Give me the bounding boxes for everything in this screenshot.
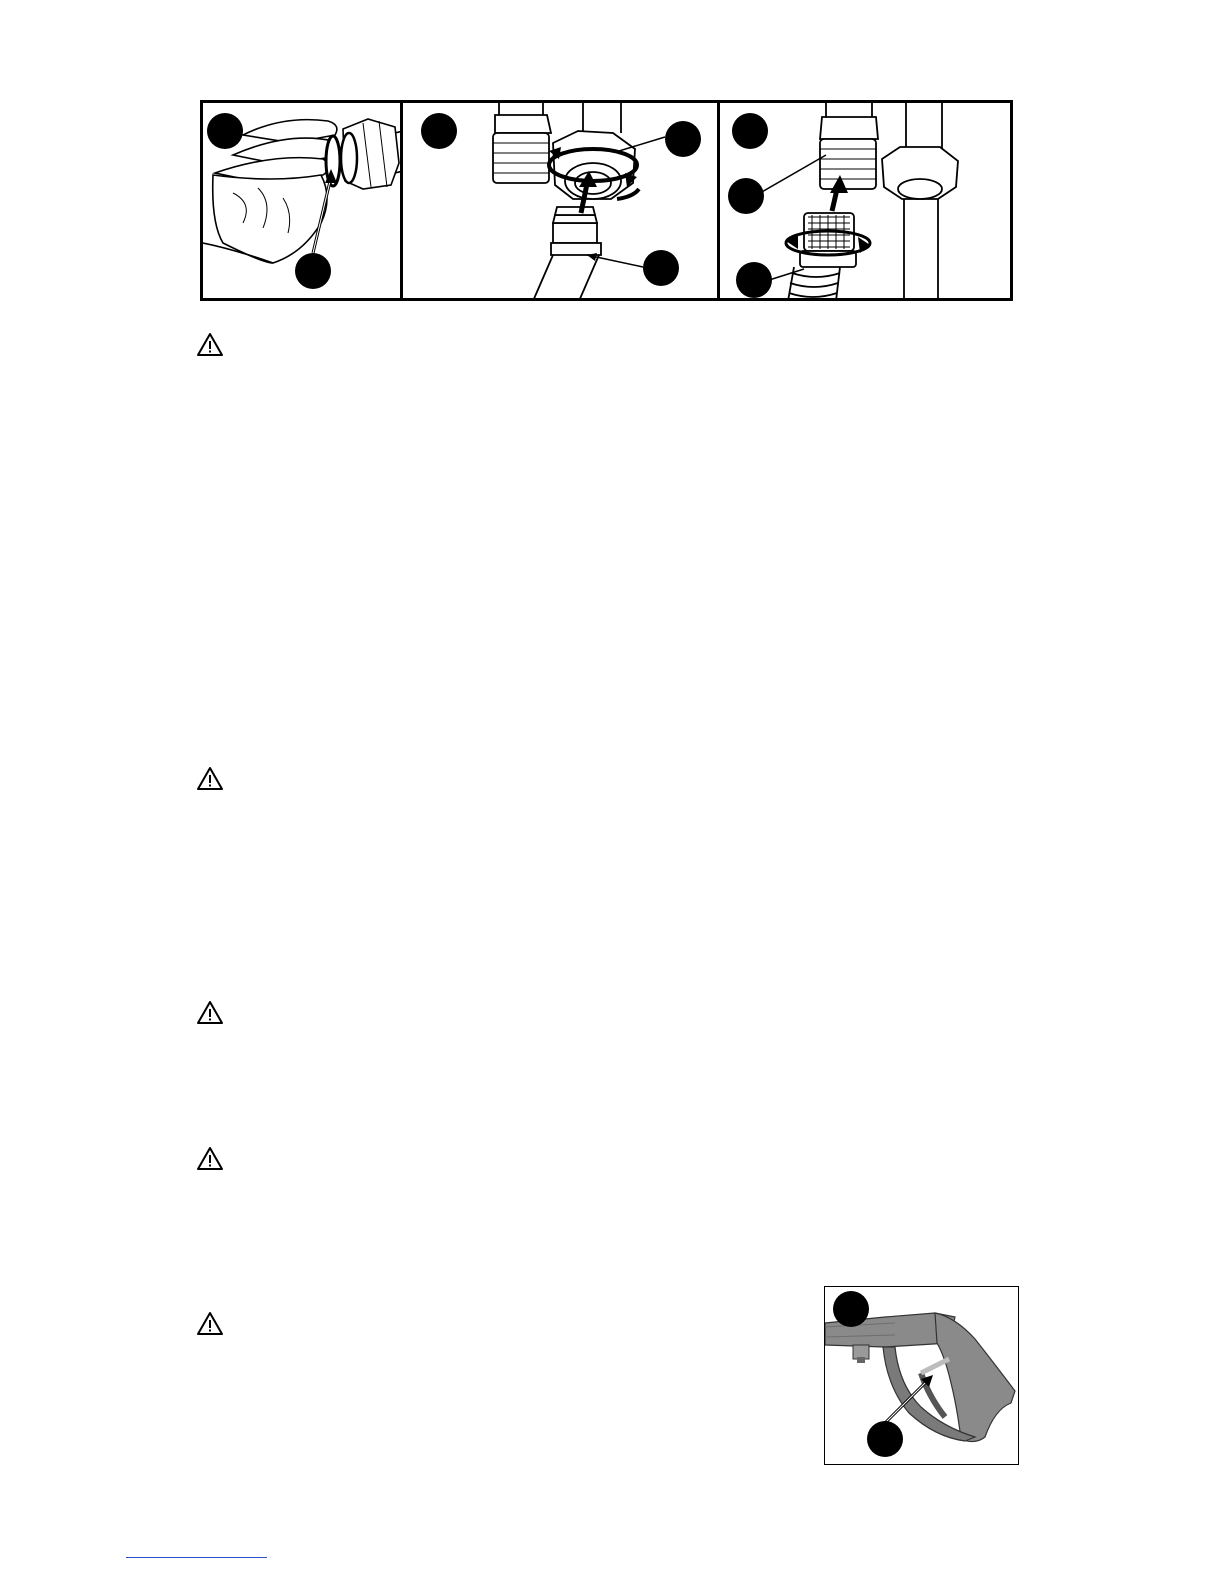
spray-gun-figure: [824, 1286, 1019, 1465]
warning-triangle-icon: [196, 766, 224, 791]
callout-badge: [665, 121, 701, 157]
step-panel-1: [203, 103, 403, 298]
step-panel-3: [720, 103, 1010, 298]
callout-badge: [732, 113, 768, 149]
step-panel-2: [403, 103, 720, 298]
nozzle-connection-icon: [720, 103, 1010, 298]
warning-triangle-icon: [196, 1146, 224, 1171]
spray-gun-trigger-icon: [825, 1287, 1017, 1463]
footer-link-underline[interactable]: [126, 1557, 267, 1558]
callout-badge: [421, 113, 457, 149]
hand-o-ring-icon: [203, 103, 400, 298]
callout-badge: [295, 253, 331, 289]
callout-badge: [867, 1421, 903, 1457]
callout-badge: [207, 113, 243, 149]
callout-badge: [833, 1291, 869, 1327]
assembly-steps-figure: [200, 100, 1013, 301]
callout-badge: [643, 250, 679, 286]
warning-triangle-icon: [196, 1000, 224, 1025]
callout-badge: [736, 262, 772, 298]
callout-badge: [728, 178, 764, 214]
hose-coupling-icon: [403, 103, 717, 298]
warning-triangle-icon: [196, 332, 224, 357]
warning-triangle-icon: [196, 1311, 224, 1336]
